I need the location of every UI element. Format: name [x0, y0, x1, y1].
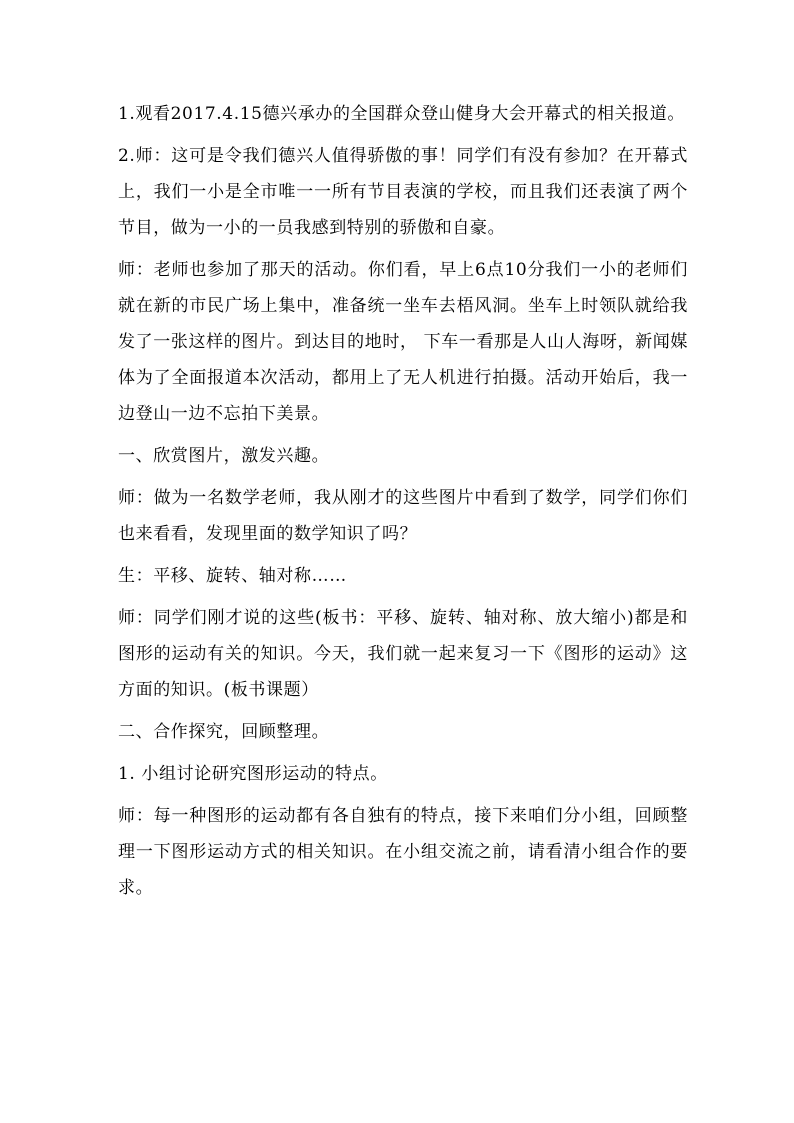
paragraph-student-answer: 生：平移、旋转、轴对称…… — [118, 566, 347, 586]
paragraph-teacher-instructions: 师：每一种图形的运动都有各自独有的特点，接下来咱们分小组，回顾整理一下图形运动方式的相关知识。在小组交流之前，请看清小组合作的要求。 — [118, 806, 688, 898]
paragraph-teacher-summary: 师：同学们刚才说的这些(板书：平移、旋转、轴对称、放大缩小)都是和图形的运动有关的知识。今天，我们就一起来复习一下《图形的运动》这方面的知识。(板书课题） — [118, 608, 688, 700]
section-heading-cooperate: 二、合作探究，回顾整理。 — [118, 722, 330, 742]
paragraph-teacher-activity: 师：老师也参加了那天的活动。你们看，早上6点10分我们一小的老师们就在新的市民广场上集中，准备统一坐车去梧风洞。坐车上时领队就给我发了一张这样的图片。到达目的地时， 下车一看那是人山人海呀，新闻媒体为了全面报道本次活动，都用上了无人机进行拍摄。活动开始后，我一边登山一边不忘拍下美景。 — [118, 260, 688, 424]
paragraph-teacher-pride: 2.师：这可是令我们德兴人值得骄傲的事！同学们有没有参加？在开幕式上，我们一小是全市唯一一所有节目表演的学校，而且我们还表演了两个节目，做为一小的一员我感到特别的骄傲和自豪。 — [118, 146, 688, 238]
section-heading-appreciate: 一、欣赏图片，激发兴趣。 — [118, 446, 330, 466]
paragraph-teacher-math: 师：做为一名数学老师，我从刚才的这些图片中看到了数学，同学们你们也来看看，发现里面的数学知识了吗？ — [118, 488, 688, 544]
document-page — [118, 96, 688, 906]
paragraph-watch-report: 1.观看2017.4.15德兴承办的全国群众登山健身大会开幕式的相关报道。 — [118, 104, 685, 124]
paragraph-group-discussion: 1. 小组讨论研究图形运动的特点。 — [118, 764, 388, 784]
